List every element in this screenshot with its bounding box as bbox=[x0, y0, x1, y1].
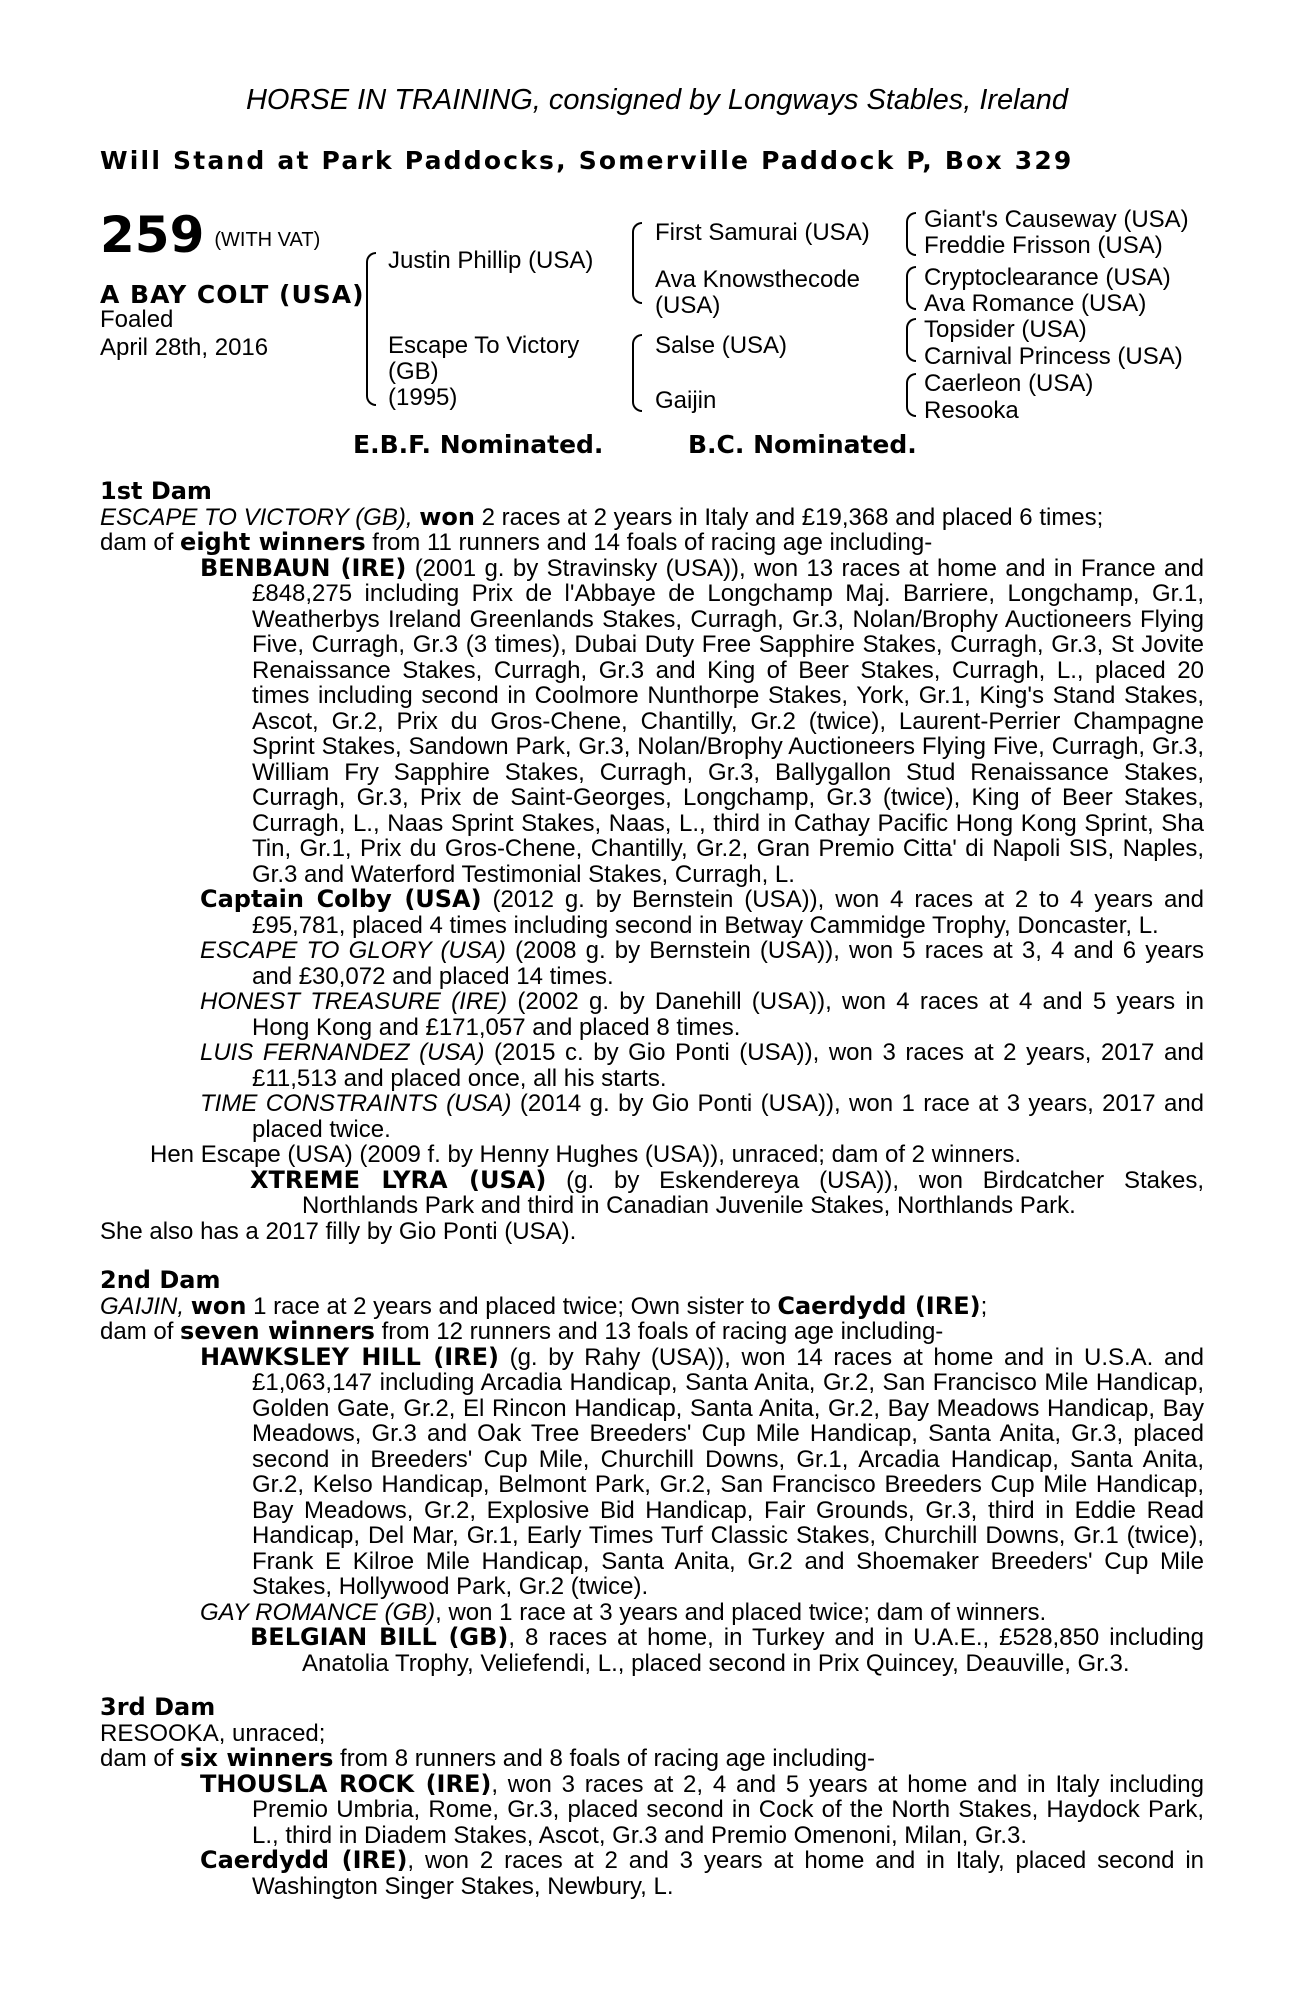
pedigree-ssd: Freddie Frisson (USA) bbox=[924, 232, 1163, 259]
section-heading: 2nd Dam bbox=[100, 1266, 221, 1294]
vat-note: (WITH VAT) bbox=[214, 229, 321, 251]
pedigree-brace bbox=[906, 318, 916, 362]
dam-produce-summary: dam of eight winners from 11 runners and 14 foals of racing age including- bbox=[100, 528, 933, 556]
produce-entry: TIME CONSTRAINTS (USA) (2014 g. by Gio Ponti (USA)), won 1 race at 3 years, 2017 and placed twice. bbox=[200, 1090, 1205, 1143]
dam-produce-summary: dam of six winners from 8 runners and 8 foals of racing age including- bbox=[100, 1744, 876, 1772]
produce-entry: THOUSLA ROCK (IRE), won 3 races at 2, 4 and 5 years at home and in Italy including Premio Umbria, Rome, Gr.3, placed second in Cock of the North Stakes, Haydock Park, L., third in Diadem Stakes, Ascot, Gr.3 and Premio Omenoni, Milan, Gr.3. bbox=[200, 1769, 1205, 1849]
section-heading: 3rd Dam bbox=[100, 1693, 216, 1721]
consignor-line: HORSE IN TRAINING, consigned by Longways Stables, Ireland bbox=[245, 84, 1069, 116]
pedigree-brace bbox=[906, 373, 916, 417]
ebf-nominated: E.B.F. Nominated. bbox=[353, 430, 604, 459]
pedigree-dam-dam: Gaijin bbox=[655, 387, 717, 414]
lot-header bbox=[100, 206, 320, 264]
produce-entry: Hen Escape (USA) (2009 f. by Henny Hughes (USA)), unraced; dam of 2 winners. bbox=[150, 1141, 1022, 1168]
produce-entry: HONEST TREASURE (IRE) (2002 g. by Danehill (USA)), won 4 races at 4 and 5 years in Hong Kong and £171,057 and placed 8 times. bbox=[200, 988, 1205, 1041]
first-dam-section bbox=[100, 479, 1204, 1244]
produce-entry: LUIS FERNANDEZ (USA) (2015 c. by Gio Ponti (USA)), won 3 races at 2 years, 2017 and £11,513 and placed once, all his starts. bbox=[200, 1039, 1204, 1092]
stable-location: Will Stand at Park Paddocks, Somerville Paddock P, Box 329 bbox=[100, 146, 1074, 175]
dam-produce-summary: dam of seven winners from 12 runners and 13 foals of racing age including- bbox=[100, 1317, 944, 1345]
lot-description: A BAY COLT (USA) bbox=[100, 280, 365, 309]
pedigree-dss: Topsider (USA) bbox=[924, 316, 1087, 343]
produce-entry: Captain Colby (USA) (2012 g. by Bernstein (USA)), won 4 races at 2 to 4 years and £95,781, placed 4 times including second in Betway Cammidge Trophy, Doncaster, L. bbox=[200, 885, 1204, 939]
pedigree-sire-sire: First Samurai (USA) bbox=[655, 219, 870, 246]
produce-entry: BELGIAN BILL (GB), 8 races at home, in Turkey and in U.A.E., £528,850 including Anatolia Trophy, Veliefendi, L., placed second in Prix Quincey, Deauville, Gr.3. bbox=[250, 1623, 1204, 1677]
foaled-label: Foaled bbox=[100, 306, 174, 333]
produce-entry: HAWKSLEY HILL (IRE) (g. by Rahy (USA)), won 14 races at home and in U.S.A. and £1,063,147 including Arcadia Handicap, Santa Anita, Gr.2, San Francisco Mile Handicap, Golden Gate, Gr.2, El Rincon Handicap, Santa Anita, Gr.2, Bay Meadows Handicap, Bay Meadows, Gr.3 and Oak Tree Breeders' Cup Mile Handicap, Santa Anita, Gr.3, placed second in Breeders' Cup Mile, Churchill Downs, Gr.1, Arcadia Handicap, Santa Anita, Gr.2, Kelso Handicap, Belmont Park, Gr.2, San Francisco Breeders Cup Mile Handicap, Bay Meadows, Gr.2, Explosive Bid Handicap, Fair Grounds, Gr.3, third in Eddie Read Handicap, Del Mar, Gr.1, Early Times Turf Classic Stakes, Churchill Downs, Gr.1 (twice), Frank E Kilroe Mile Handicap, Santa Anita, Gr.2 and Shoemaker Breeders' Cup Mile Stakes, Hollywood Park, Gr.2 (twice). bbox=[200, 1342, 1204, 1600]
dam-intro: ESCAPE TO VICTORY (GB), won 2 races at 2 years in Italy and £19,368 and placed 6 times; bbox=[100, 502, 1104, 531]
section-heading: 1st Dam bbox=[100, 477, 212, 505]
pedigree-sire: Justin Phillip (USA) bbox=[388, 247, 594, 274]
pedigree-dam: Escape To Victory (GB) (1995) bbox=[388, 332, 580, 411]
pedigree-sss: Giant's Causeway (USA) bbox=[924, 206, 1189, 233]
pedigree-sdd: Ava Romance (USA) bbox=[924, 290, 1147, 317]
produce-entry: ESCAPE TO GLORY (USA) (2008 g. by Bernstein (USA)), won 5 races at 3, 4 and 6 years and £30,072 and placed 14 times. bbox=[200, 937, 1204, 990]
pedigree-dds: Caerleon (USA) bbox=[924, 370, 1094, 397]
pedigree-sire-dam: Ava Knowsthecode (USA) bbox=[655, 266, 861, 319]
pedigree-brace bbox=[632, 222, 642, 304]
pedigree-brace bbox=[906, 212, 916, 256]
third-dam-section bbox=[100, 1695, 1204, 1899]
also-note: She also has a 2017 filly by Gio Ponti (USA). bbox=[100, 1217, 577, 1245]
pedigree-brace bbox=[632, 334, 642, 412]
produce-entry: Caerdydd (IRE), won 2 races at 2 and 3 years at home and in Italy, placed second in Washington Singer Stakes, Newbury, L. bbox=[200, 1846, 1205, 1900]
pedigree-sds: Cryptoclearance (USA) bbox=[924, 264, 1171, 291]
foaled-date: April 28th, 2016 bbox=[100, 334, 269, 361]
lot-number: 259 bbox=[100, 206, 205, 264]
pedigree-dsd: Carnival Princess (USA) bbox=[924, 343, 1183, 370]
pedigree-brace bbox=[906, 266, 916, 310]
dam-intro: RESOOKA, unraced; bbox=[100, 1719, 326, 1747]
produce-entry: XTREME LYRA (USA) (g. by Eskendereya (USA)), won Birdcatcher Stakes, Northlands Park and third in Canadian Juvenile Stakes, Northlands Park. bbox=[250, 1165, 1204, 1219]
produce-entry: GAY ROMANCE (GB), won 1 race at 3 years and placed twice; dam of winners. bbox=[200, 1598, 1047, 1626]
produce-entry: BENBAUN (IRE) (2001 g. by Stravinsky (USA)), won 13 races at home and in France and £848,275 including Prix de l'Abbaye de Longchamp Maj. Barriere, Longchamp, Gr.1, Weatherbys Ireland Greenlands Stakes, Curragh, Gr.3, Nolan/Brophy Auctioneers Flying Five, Curragh, Gr.3 (3 times), Dubai Duty Free Sapphire Stakes, Curragh, Gr.3, St Jovite Renaissance Stakes, Curragh, Gr.3 and King of Beer Stakes, Curragh, L., placed 20 times including second in Coolmore Nunthorpe Stakes, York, Gr.1, King's Stand Stakes, Ascot, Gr.2, Prix du Gros-Chene, Chantilly, Gr.2 (twice), Laurent-Perrier Champagne Sprint Stakes, Sandown Park, Gr.3, Nolan/Brophy Auctioneers Flying Five, Curragh, Gr.3, William Fry Sapphire Stakes, Curragh, Gr.3, Ballygallon Stud Renaissance Stakes, Curragh, Gr.3, Prix de Saint-Georges, Longchamp, Gr.3 (twice), King of Beer Stakes, Curragh, L., Naas Sprint Stakes, Naas, L., third in Cathay Pacific Hong Kong Sprint, Sha Tin, Gr.1, Prix du Gros-Chene, Chantilly, Gr.2, Gran Premio Citta' di Napoli SIS, Naples, Gr.3 and Waterford Testimonial Stakes, Curragh, L. bbox=[200, 553, 1205, 888]
pedigree-ddd: Resooka bbox=[924, 397, 1019, 424]
bc-nominated: B.C. Nominated. bbox=[688, 430, 917, 459]
second-dam-section bbox=[100, 1268, 1204, 1676]
pedigree-brace bbox=[366, 252, 376, 406]
dam-intro: GAIJIN, won 1 race at 2 years and placed twice; Own sister to Caerdydd (IRE); bbox=[100, 1291, 988, 1320]
pedigree-dam-sire: Salse (USA) bbox=[655, 332, 788, 359]
